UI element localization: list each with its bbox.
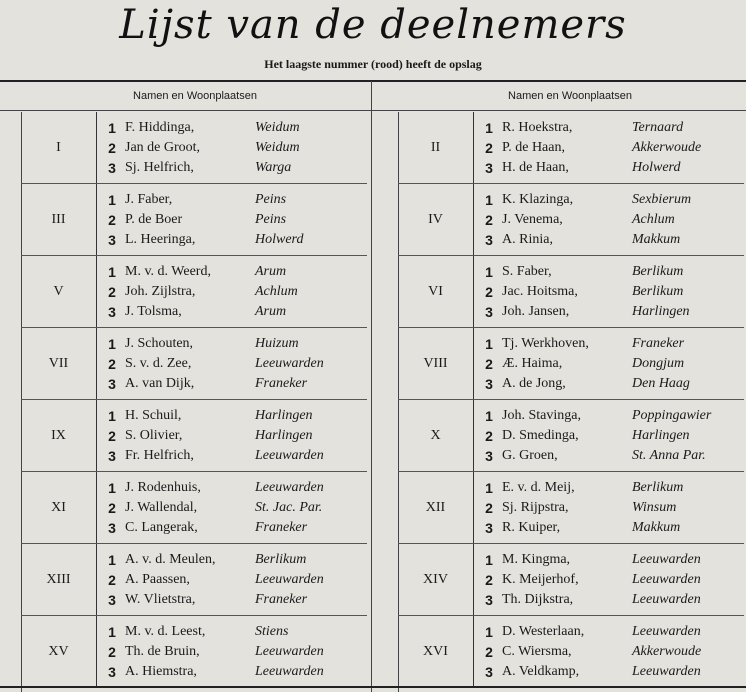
participant-list [482,616,746,688]
participant-row [482,520,746,540]
participant-rank: 3 [485,448,493,464]
participant-rank: 3 [108,304,116,320]
group-block [21,328,369,400]
participant-name: W. Vlietstra, [125,592,196,607]
group-numeral: XV [21,616,97,688]
participant-name: H. Schuil, [125,408,182,423]
column-header-right: Namen en Woonplaatsen [508,90,632,102]
participant-list [105,328,369,400]
participant-name: J. Rodenhuis, [125,480,201,495]
group-block [21,472,369,544]
group-block [21,112,369,184]
participant-rank: 1 [108,480,116,496]
participant-name: Jan de Groot, [125,140,201,155]
participant-rank: 3 [485,232,493,248]
participant-place: Achlum [255,284,298,299]
participant-row [105,160,369,180]
group-numeral: VII [21,328,97,400]
participant-name: P. de Haan, [502,140,565,155]
participant-rank: 1 [485,480,493,496]
participant-rank: 1 [485,552,493,568]
participant-place: Franeker [255,592,308,607]
participant-name: A. Rinia, [502,232,553,247]
participant-rank: 1 [108,264,116,280]
participant-name: A. Hiemstra, [125,664,197,679]
participant-name: Tj. Werkhoven, [502,336,589,351]
group-block [21,256,369,328]
participant-place: Den Haag [632,376,690,391]
participant-rank: 2 [108,284,116,300]
participant-rank: 2 [485,500,493,516]
participant-name: Joh. Jansen, [502,304,570,319]
column-header-left: Namen en Woonplaatsen [133,90,257,102]
participant-row [482,356,746,376]
page-subtitle: Het laagste nummer (rood) heeft de opslag [264,57,482,71]
participant-row [105,304,369,324]
group-numeral: XVI [398,616,474,688]
participant-rank: 3 [485,304,493,320]
participant-name: A. de Jong, [502,376,566,391]
participant-row [482,160,746,180]
participant-rank: 2 [485,428,493,444]
participant-name: G. Groen, [502,448,558,463]
participant-rank: 3 [485,160,493,176]
header-rule-left [0,110,371,111]
participant-name: Joh. Stavinga, [502,408,581,423]
participant-row [482,264,746,284]
participant-name: Æ. Haima, [502,356,563,371]
participant-rank: 2 [485,284,493,300]
participant-row [482,480,746,500]
participant-list [105,184,369,256]
participant-name: R. Hoekstra, [502,120,573,135]
participant-place: Huizum [255,336,299,351]
participant-row [105,336,369,356]
participant-row [105,264,369,284]
participant-name: Fr. Helfrich, [125,448,194,463]
participant-place: Berlikum [632,284,684,299]
participant-rank: 1 [108,552,116,568]
group-numeral: XIV [398,544,474,616]
participant-place: Holwerd [632,160,681,175]
participant-rank: 1 [108,336,116,352]
participant-rank: 1 [108,624,116,640]
participant-list [105,400,369,472]
participant-name: Sj. Rijpstra, [502,500,569,515]
participant-place: Harlingen [255,408,313,423]
participant-name: P. de Boer [125,212,183,227]
participant-place: Achlum [632,212,675,227]
participant-list [482,400,746,472]
participant-rank: 3 [108,520,116,536]
page-title: Lijst van de deelnemers [119,2,627,48]
group-block [398,328,746,400]
participant-name: Jac. Hoitsma, [502,284,578,299]
participant-place: Franeker [255,520,308,535]
participant-place: Makkum [632,520,681,535]
participant-name: E. v. d. Meij, [502,480,575,495]
group-block [398,184,746,256]
participant-name: J. Venema, [502,212,563,227]
group-block [398,472,746,544]
participant-row [105,140,369,160]
participant-name: A. Paassen, [125,572,190,587]
participant-place: St. Anna Par. [632,448,706,463]
participant-rank: 3 [108,160,116,176]
participant-name: H. de Haan, [502,160,569,175]
participant-rank: 2 [108,428,116,444]
participant-row [105,284,369,304]
participant-name: A. v. d. Meulen, [125,552,216,567]
participant-list [105,472,369,544]
participant-name: Th. Dijkstra, [502,592,574,607]
participant-place: Franeker [255,376,308,391]
participant-place: Leeuwarden [255,480,324,495]
participant-place: Akkerwoude [632,644,702,659]
participant-rank: 2 [485,212,493,228]
participant-rank: 1 [108,192,116,208]
participant-rank: 3 [108,664,116,680]
participant-list [482,472,746,544]
participant-place: Leeuwarden [632,664,701,679]
participant-place: Berlikum [255,552,307,567]
participant-place: Leeuwarden [255,572,324,587]
participant-list [105,544,369,616]
group-block [398,544,746,616]
participant-place: Makkum [632,232,681,247]
participant-name: S. Faber, [502,264,552,279]
participant-row [482,500,746,520]
participant-rank: 1 [485,624,493,640]
participant-name: C. Wiersma, [502,644,572,659]
participant-list [482,544,746,616]
participant-row [105,480,369,500]
participant-place: Leeuwarden [255,644,324,659]
participant-place: Peins [255,192,287,207]
participant-name: M. Kingma, [502,552,571,567]
participant-row [482,376,746,396]
group-block [21,184,369,256]
participant-rank: 2 [108,140,116,156]
participant-name: Th. de Bruin, [125,644,200,659]
participant-row [482,192,746,212]
group-numeral: IX [21,400,97,472]
participant-name: L. Heeringa, [125,232,196,247]
participant-row [482,284,746,304]
participant-rank: 2 [485,572,493,588]
group-block [398,256,746,328]
participant-rank: 1 [485,120,493,136]
group-numeral: VIII [398,328,474,400]
bottom-rule [0,686,746,688]
participant-place: Dongjum [632,356,685,371]
participant-name: A. van Dijk, [125,376,195,391]
participant-rank: 1 [108,408,116,424]
group-block [398,400,746,472]
participant-list [105,112,369,184]
group-block [21,616,369,688]
participant-row [105,572,369,592]
participant-place: Harlingen [255,428,313,443]
participant-name: S. Olivier, [125,428,183,443]
participant-name: C. Langerak, [125,520,198,535]
participant-rank: 3 [485,592,493,608]
participant-rank: 3 [108,376,116,392]
participant-row [105,408,369,428]
participant-row [482,140,746,160]
participant-place: Leeuwarden [632,624,701,639]
participant-row [482,644,746,664]
header-rule-right [372,110,746,111]
participant-place: Arum [255,264,287,279]
participant-row [482,592,746,612]
participant-place: Franeker [632,336,685,351]
group-numeral: X [398,400,474,472]
participant-place: Harlingen [632,304,690,319]
group-numeral: XII [398,472,474,544]
participant-row [482,572,746,592]
participant-name: K. Klazinga, [502,192,574,207]
participant-row [105,520,369,540]
participant-name: J. Schouten, [125,336,194,351]
participant-rank: 1 [485,192,493,208]
participant-row [482,624,746,644]
participant-rank: 1 [108,120,116,136]
participant-rank: 3 [485,520,493,536]
participant-rank: 2 [485,356,493,372]
participant-row [482,448,746,468]
participant-rank: 2 [108,356,116,372]
participant-row [482,664,746,684]
participant-name: Joh. Zijlstra, [125,284,196,299]
participant-name: J. Faber, [125,192,173,207]
participant-list [482,112,746,184]
participant-rank: 2 [108,500,116,516]
participant-row [105,120,369,140]
participant-name: M. v. d. Weerd, [125,264,211,279]
participant-name: F. Hiddinga, [125,120,195,135]
participant-place: Stiens [255,624,289,639]
participant-rank: 3 [108,232,116,248]
participant-row [482,120,746,140]
participant-list [482,184,746,256]
participant-place: Weidum [255,140,300,155]
participant-place: Sexbierum [632,192,692,207]
participant-list [482,256,746,328]
participant-rank: 2 [108,212,116,228]
participant-row [482,336,746,356]
participant-name: D. Smedinga, [502,428,579,443]
participant-list [482,328,746,400]
group-block [398,112,746,184]
participant-row [105,592,369,612]
group-block [21,400,369,472]
participant-name: S. v. d. Zee, [125,356,192,371]
participant-name: J. Tolsma, [125,304,182,319]
participant-name: D. Westerlaan, [502,624,585,639]
participant-place: Poppingawier [632,408,712,423]
participant-rank: 3 [108,448,116,464]
participant-place: Peins [255,212,287,227]
participant-place: Berlikum [632,480,684,495]
participant-row [105,500,369,520]
group-numeral: V [21,256,97,328]
participant-row [105,644,369,664]
group-numeral: XI [21,472,97,544]
participant-rank: 3 [485,376,493,392]
participant-row [105,376,369,396]
group-numeral: I [21,112,97,184]
group-block [21,544,369,616]
participant-place: Leeuwarden [255,448,324,463]
participant-place: Weidum [255,120,300,135]
participant-place: Warga [255,160,292,175]
participant-place: Holwerd [255,232,304,247]
group-numeral: VI [398,256,474,328]
group-block [398,616,746,688]
participant-name: J. Wallendal, [125,500,198,515]
participant-place: Arum [255,304,287,319]
participant-name: M. v. d. Leest, [125,624,206,639]
participant-row [482,212,746,232]
participant-rank: 1 [485,264,493,280]
participant-name: Sj. Helfrich, [125,160,194,175]
participant-row [105,624,369,644]
top-rule [0,80,746,82]
participant-name: A. Veldkamp, [502,664,580,679]
participant-row [105,232,369,252]
group-numeral: III [21,184,97,256]
participant-row [482,552,746,572]
participant-rank: 3 [485,664,493,680]
participant-list [105,256,369,328]
participant-row [105,664,369,684]
participant-place: Leeuwarden [632,572,701,587]
participant-name: R. Kuiper, [502,520,561,535]
participant-row [482,232,746,252]
center-divider [371,81,372,692]
participant-place: Leeuwarden [632,552,701,567]
participant-row [105,428,369,448]
participant-place: Ternaard [632,120,684,135]
participant-place: Berlikum [632,264,684,279]
participant-place: Leeuwarden [632,592,701,607]
participant-place: Leeuwarden [255,664,324,679]
participant-place: Harlingen [632,428,690,443]
participant-row [105,212,369,232]
participant-row [105,448,369,468]
participant-rank: 1 [485,408,493,424]
participant-place: Winsum [632,500,677,515]
group-numeral: XIII [21,544,97,616]
participant-row [482,304,746,324]
group-numeral: II [398,112,474,184]
participant-row [105,192,369,212]
participant-name: K. Meijerhof, [502,572,579,587]
participant-row [482,408,746,428]
participant-place: Leeuwarden [255,356,324,371]
participant-rank: 2 [485,644,493,660]
participant-place: Akkerwoude [632,140,702,155]
participant-rank: 2 [485,140,493,156]
group-numeral: IV [398,184,474,256]
participant-rank: 3 [108,592,116,608]
participant-list [105,616,369,688]
participant-place: St. Jac. Par. [255,500,323,515]
participant-rank: 1 [485,336,493,352]
participant-row [105,356,369,376]
participant-row [105,552,369,572]
participant-rank: 2 [108,572,116,588]
participant-row [482,428,746,448]
participant-rank: 2 [108,644,116,660]
